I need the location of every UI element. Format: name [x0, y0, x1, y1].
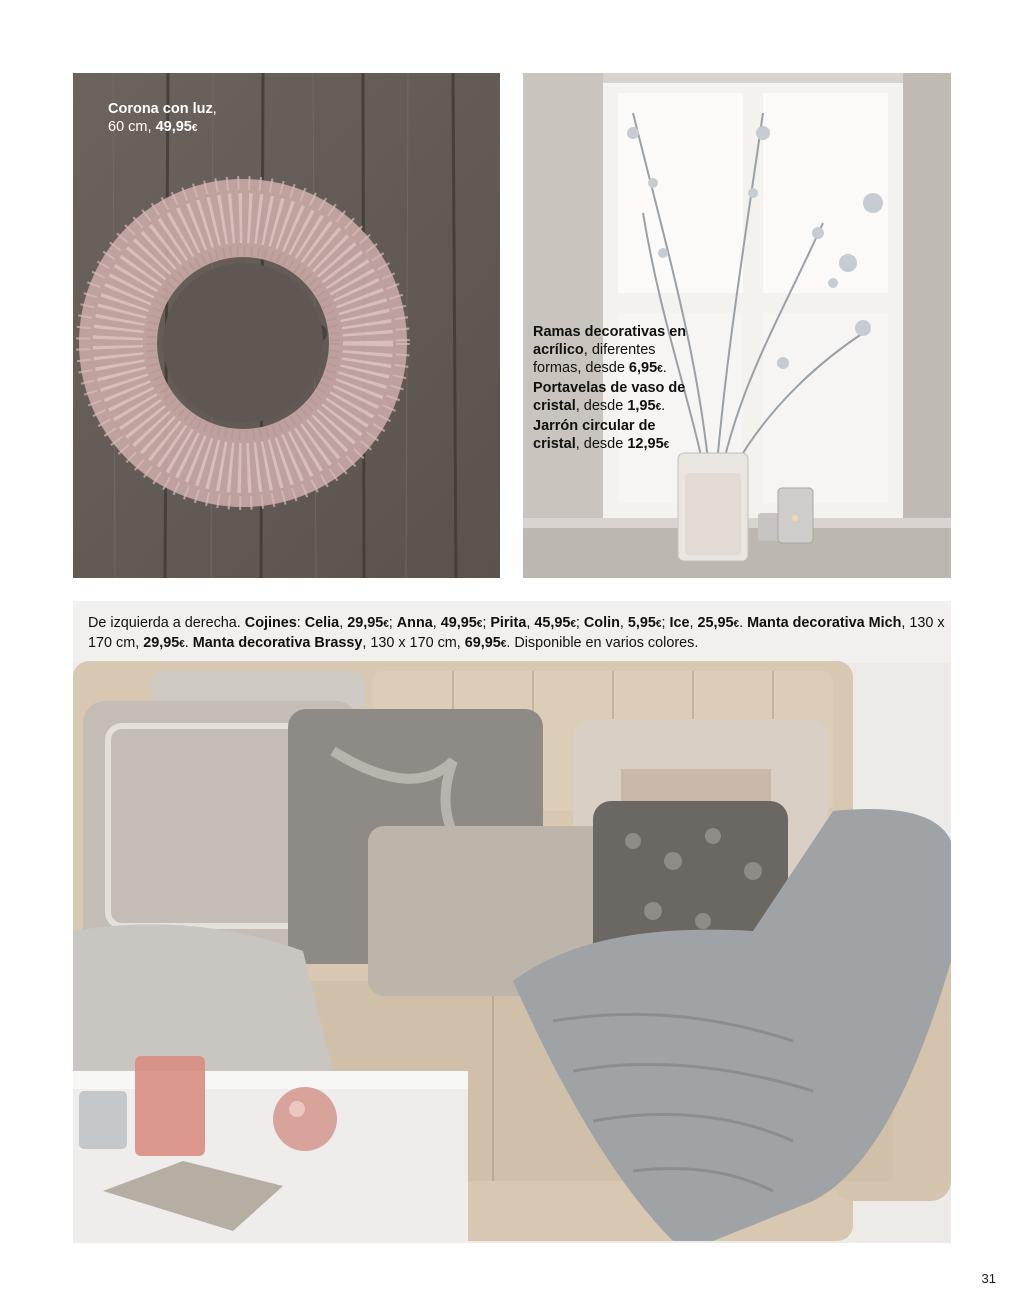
cushion-price: 29,95 [347, 615, 384, 631]
cushion-price: 45,95 [534, 615, 571, 631]
cushion-currency: € [383, 619, 389, 630]
wreath-currency: € [191, 123, 198, 134]
candleholder-name: Portavelas de vaso de cristal [533, 380, 686, 414]
page-number: 31 [981, 1271, 996, 1286]
cushion-name: Colin [583, 615, 620, 631]
branches-desc: diferentes formas, [533, 342, 656, 376]
wreath-name: Corona con luz [108, 101, 213, 117]
cushion-price: 25,95 [697, 615, 734, 631]
blanket2-name: Manta decorativa Brassy [192, 635, 363, 651]
sofa-intro: De izquierda a derecha. [88, 615, 241, 631]
blanket1-currency: € [179, 639, 185, 650]
branches-caption: Ramas decorativas en acrílico, diferentes formas, desde 6,95€. Portavelas de vaso de cristal, desde 1,95€. Jarrón circular de cristal, desde 12,95€ [533, 324, 687, 452]
cushion-name: Ice [669, 615, 690, 631]
cushion-currency: € [570, 619, 576, 630]
vase-currency: € [663, 440, 670, 451]
candleholder-from: desde [583, 398, 624, 414]
blanket2-price: 69,95 [464, 635, 501, 651]
cushions-label: Cojines [244, 615, 297, 631]
blanket1-size: 130 x 170 cm [88, 615, 945, 651]
blanket1-name: Manta decorativa Mich [747, 615, 902, 631]
candleholder-currency: € [655, 402, 662, 413]
vase-price: 12,95 [627, 436, 664, 452]
sofa-caption: De izquierda a derecha. Cojines: Celia, 29,95€; Anna, 49,95€; Pirita, 45,95€; Colin, 5,95€; Ice, 25,95€. Manta decorativa Mich, 130 x 170 cm, 29,95€. Manta decorativa Brassy, 130 x 170 cm, 69,95€. Disponible en varios colores. [88, 615, 945, 651]
branches-currency: € [657, 364, 663, 375]
cushion-name: Anna [396, 615, 433, 631]
cushion-price: 49,95 [440, 615, 477, 631]
wreath-caption: Corona con luz, 60 cm, 49,95€ [108, 101, 217, 135]
wreath-price: 49,95 [155, 119, 192, 135]
wreath-size: 60 cm [108, 119, 148, 135]
branches-price: 6,95 [628, 360, 658, 376]
blanket2-size: 130 x 170 cm [370, 635, 457, 651]
vase-name: Jarrón circular de cristal [533, 418, 656, 452]
cushion-currency: € [655, 619, 662, 630]
wreath-photo [73, 73, 500, 578]
cushion-currency: € [476, 619, 483, 630]
vase-from: desde [583, 436, 624, 452]
cushion-price: 5,95 [627, 615, 656, 631]
blanket1-price: 29,95 [143, 635, 180, 651]
branches-name: Ramas decorativas en acrílico [533, 324, 687, 358]
cushion-name: Celia [304, 615, 340, 631]
cushion-name: Pirita [490, 615, 527, 631]
sofa-photo [73, 601, 951, 1243]
candleholder-price: 1,95 [627, 398, 656, 414]
availability-note: Disponible en varios colores. [514, 635, 699, 651]
blanket2-currency: € [500, 639, 507, 650]
branches-from: desde [585, 360, 625, 376]
cushion-currency: € [733, 619, 740, 630]
